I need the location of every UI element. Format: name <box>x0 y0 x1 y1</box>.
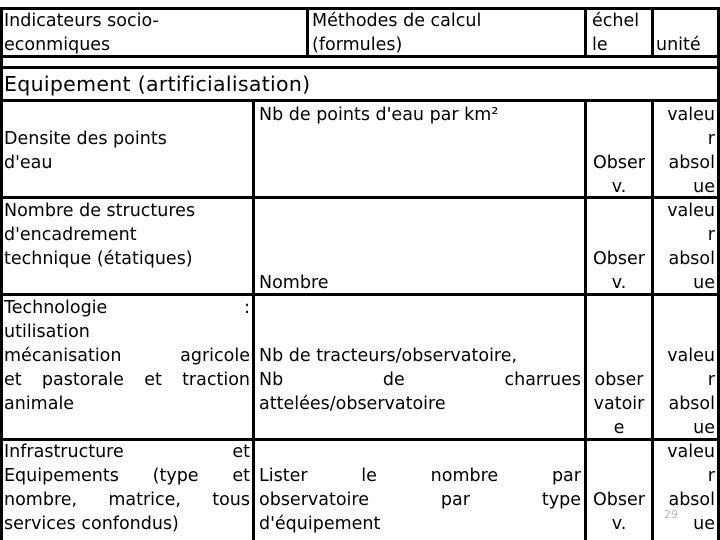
row3-method-line <box>259 344 581 368</box>
row3-indicator-line <box>4 320 250 344</box>
row2-unit <box>654 199 715 295</box>
row4-unit-line: ue <box>693 514 715 534</box>
row4-unit-line: absol <box>668 490 715 510</box>
row1-unit-line: valeu <box>667 105 715 125</box>
word: utilisation <box>4 322 90 342</box>
row1-unit <box>654 103 715 199</box>
word: matrice, <box>108 490 181 510</box>
row3-scale <box>587 368 651 440</box>
word: Equipements <box>4 466 119 486</box>
row2-method <box>259 271 581 295</box>
word: Technologie <box>4 298 108 318</box>
header-col-divider-2 <box>584 7 587 57</box>
word: services confondus) <box>4 514 179 534</box>
section-title: Equipement (artificialisation) <box>4 72 311 96</box>
word: et <box>144 370 162 390</box>
row3-indicator <box>4 296 250 416</box>
section-separator-top <box>0 66 720 69</box>
row4-method-line <box>259 512 581 536</box>
row2-unit-line: r <box>707 225 715 245</box>
row3-scale-line: vatoir <box>593 394 645 414</box>
word: (type <box>152 466 199 486</box>
row1-method <box>259 103 581 127</box>
row4-scale-line: v. <box>611 514 627 534</box>
row1-scale-line <box>587 127 651 151</box>
row4-scale <box>587 488 651 536</box>
row3-unit-line: r <box>707 370 715 390</box>
row4-indicator-line <box>4 512 250 536</box>
header-col-divider-1 <box>306 7 309 57</box>
page-number: 29 <box>664 508 678 521</box>
word: de <box>382 370 405 390</box>
row1-indicator-line: d'eau <box>4 153 53 173</box>
row4-indicator-line <box>4 440 250 464</box>
header-col-divider-3 <box>651 7 654 57</box>
row3-indicator-line <box>4 344 250 368</box>
row2-scale-line <box>587 223 651 247</box>
row1-unit-line: ue <box>693 177 715 197</box>
row1-indicator-line <box>4 103 250 127</box>
header-scale-line: le <box>592 35 608 55</box>
row3-unit-line: valeu <box>667 346 715 366</box>
word: d'équipement <box>259 514 381 534</box>
row4-method <box>259 464 581 536</box>
header-scale <box>592 9 650 57</box>
word: observatoire <box>259 490 369 510</box>
row4-unit <box>654 440 715 536</box>
word: nombre, <box>4 490 78 510</box>
row3-method-line <box>259 368 581 392</box>
word: pastorale <box>41 370 124 390</box>
row2-unit-line: valeu <box>667 201 715 221</box>
row2-unit-line: ue <box>693 273 715 293</box>
row4-unit-line: valeu <box>667 442 715 462</box>
header-unit-label: unité <box>656 35 701 55</box>
word: et <box>4 370 22 390</box>
row4-unit-line: r <box>707 466 715 486</box>
row2-scale-line <box>587 199 651 223</box>
row4-indicator <box>4 440 250 536</box>
row1-method-line: Nb de points d'eau par km² <box>259 105 499 125</box>
row4-method-line <box>259 464 581 488</box>
word: le <box>361 466 377 486</box>
row1-indicator-line: Densite des points <box>4 129 167 149</box>
table-border-left <box>0 7 3 540</box>
word: charrues <box>504 370 581 390</box>
row2-scale-line: v. <box>611 273 627 293</box>
row2-indicator-line: d'encadrement <box>4 225 137 245</box>
word: type <box>541 490 581 510</box>
row1-indicator <box>4 103 250 175</box>
row2-scale-line: Obser <box>593 249 645 269</box>
row3-method <box>259 344 581 416</box>
row2-method-line: Nombre <box>259 273 329 293</box>
header-unit <box>656 33 716 57</box>
header-scale-line: échel <box>592 11 640 31</box>
word: et <box>232 466 250 486</box>
row1-unit-line: absol <box>668 153 715 173</box>
body-col-divider-1 <box>252 99 255 540</box>
row3-method-line <box>259 392 581 416</box>
word: nombre <box>430 466 499 486</box>
section-separator-bottom <box>0 99 720 102</box>
word: par <box>551 466 581 486</box>
row3-indicator-line <box>4 296 250 320</box>
row2-indicator-line: Nombre de structures <box>4 201 196 221</box>
row4-indicator-line <box>4 464 250 488</box>
word: Infrastructure <box>4 442 124 462</box>
row1-scale <box>587 103 651 199</box>
row1-unit-line: r <box>707 129 715 149</box>
word: Nb <box>259 370 284 390</box>
row4-scale-line: Obser <box>593 490 645 510</box>
row1-scale-line: v. <box>611 177 627 197</box>
row3-scale-line: e <box>613 418 625 438</box>
word: Nb de tracteurs/observatoire, <box>259 346 518 366</box>
row2-indicator <box>4 199 250 271</box>
row2-indicator-line: technique (étatiques) <box>4 249 193 269</box>
header-methods <box>312 9 582 57</box>
row3-unit-line: absol <box>668 394 715 414</box>
row2-scale <box>587 199 651 295</box>
row3-indicator-line <box>4 368 250 392</box>
word: Lister <box>259 466 308 486</box>
word: attelées/observatoire <box>259 394 446 414</box>
row1-scale-line: Obser <box>593 153 645 173</box>
row4-indicator-line <box>4 488 250 512</box>
row3-scale-line: obser <box>594 370 644 390</box>
word: traction <box>182 370 250 390</box>
header-indicators-line: econmiques <box>4 35 111 55</box>
row4-method-line <box>259 488 581 512</box>
header-methods-line: Méthodes de calcul <box>312 11 482 31</box>
row3-indicator-line <box>4 392 250 416</box>
word: : <box>244 298 250 318</box>
word: par <box>440 490 470 510</box>
row3-unit <box>654 344 715 440</box>
header-methods-line: (formules) <box>312 35 403 55</box>
word: tous <box>212 490 250 510</box>
word: animale <box>4 394 75 414</box>
header-indicators-line: Indicateurs socio- <box>4 11 159 31</box>
row2-unit-line: absol <box>668 249 715 269</box>
word: mécanisation <box>4 346 122 366</box>
row1-scale-line <box>587 103 651 127</box>
word: agricole <box>180 346 250 366</box>
word: et <box>232 442 250 462</box>
row3-unit-line: ue <box>693 418 715 438</box>
header-indicators <box>4 9 304 57</box>
